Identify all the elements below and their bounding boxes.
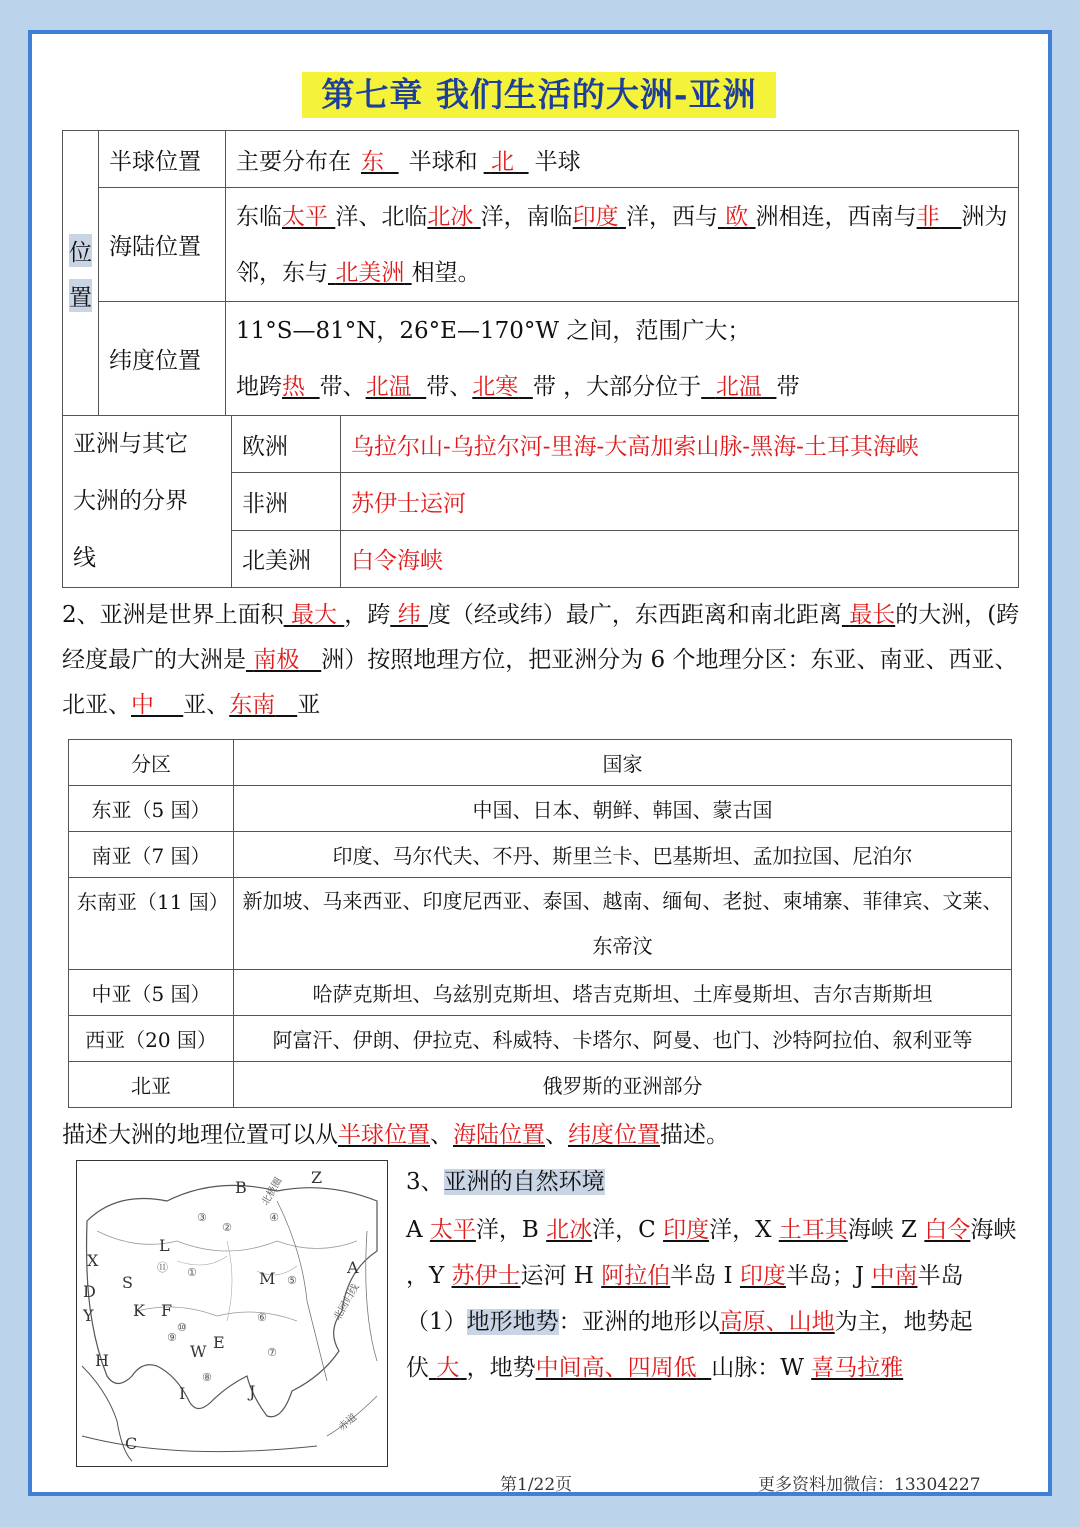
question-3-block (406, 1159, 1022, 1391)
map-label: S (122, 1273, 133, 1292)
position-side-cell (63, 131, 99, 416)
question-3-body: A 太平洋，B 北冰洋，C 印度洋，X 土耳其海峡 Z 白令海峡 ，Y 苏伊士运河 H 阿拉伯半岛 I 印度半岛；J 中南半岛 (406, 1217, 1017, 1289)
terrain-paragraph: （1）地形地势：亚洲的地形以高原、山地为主，地势起伏 大 ，地势中间高、四周低 山脉：W 喜马拉雅 (406, 1309, 973, 1381)
map-line-label: 北回归线 (332, 1282, 362, 1323)
hemisphere-content: 主要分布在 东 半球和 北 半球 (226, 131, 1019, 188)
australia-outline (82, 1436, 317, 1452)
mountain-line (227, 1241, 232, 1321)
map-label: D (83, 1282, 96, 1301)
boundary-line: 白令海峡 (341, 530, 1019, 587)
map-label: E (213, 1333, 225, 1352)
table-row: 北亚 俄罗斯的亚洲部分 (69, 1062, 1012, 1108)
map-label: L (159, 1236, 170, 1255)
map-line-label: 赤道 (336, 1412, 360, 1434)
latitude-content: 11°S—81°N，26°E—170°W 之间，范围广大； 地跨热 带、北温 带、北寒 带 ，大部分位于 北温 带 (226, 302, 1019, 416)
table-row: 西亚（20 国） 阿富汗、伊朗、伊拉克、科威特、卡塔尔、阿曼、也门、沙特阿拉伯、叙利亚等 (69, 1016, 1012, 1062)
boundary-continent: 北美洲 (232, 530, 341, 587)
side-label: 位 (69, 234, 92, 267)
table-row: 东南亚（11 国） 新加坡、马来西亚、印度尼西亚、泰国、越南、缅甸、老挝、柬埔寨、菲律宾、文莱、东帝汶 (69, 878, 1012, 970)
map-label: J (249, 1382, 256, 1401)
map-number: ⑪ (157, 1261, 168, 1274)
question-2-paragraph: 2、亚洲是世界上面积 最大 ，跨 纬 度（经或纬）最广，东西距离和南北距离 最长的大洲，(跨经度最广的大洲是 南极 洲）按照地理方位，把亚洲分为 6 个地理分区：东亚、南亚、西亚、北亚、中 亚、东南 亚 (62, 602, 1020, 718)
regions-header-countries: 国家 (234, 740, 1012, 786)
map-number: ① (187, 1266, 197, 1279)
map-number: ⑧ (202, 1371, 212, 1384)
table-row: 东亚（5 国） 中国、日本、朝鲜、韩国、蒙古国 (69, 786, 1012, 832)
map-label: M (259, 1269, 276, 1288)
table-row: 南亚（7 国） 印度、马尔代夫、不丹、斯里兰卡、巴基斯坦、孟加拉国、尼泊尔 (69, 832, 1012, 878)
map-label: A (347, 1258, 359, 1277)
table-row: 中亚（5 国） 哈萨克斯坦、乌兹别克斯坦、塔吉克斯坦、土库曼斯坦、吉尔吉斯斯坦 (69, 970, 1012, 1016)
describe-line: 描述大洲的地理位置可以从半球位置、海陆位置、纬度位置描述。 (62, 1122, 729, 1148)
boundary-table (62, 415, 1019, 588)
longitude-line (277, 1201, 327, 1381)
boundary-line: 乌拉尔山-乌拉尔河-里海-大高加索山脉-黑海-土耳其海峡 (341, 416, 1019, 473)
asia-map (76, 1160, 388, 1467)
map-label: I (179, 1384, 186, 1403)
map-number: ⑨ (167, 1331, 177, 1344)
map-number: ③ (197, 1211, 207, 1224)
map-number: ④ (269, 1211, 279, 1224)
map-number: ⑤ (287, 1274, 297, 1287)
map-line-label: 北极圈 (260, 1176, 285, 1208)
map-label: H (95, 1351, 109, 1370)
page-title: 第七章 我们生活的大洲-亚洲 (302, 72, 776, 118)
mountain-line (177, 1256, 227, 1265)
page-number: 第1/22页 (500, 1475, 573, 1495)
boundary-continent: 欧洲 (232, 416, 341, 473)
map-label: C (125, 1434, 138, 1453)
side-label: 置 (69, 279, 92, 312)
sea-land-content: 东临太平 洋、北临北冰 洋，南临印度 洋，西与 欧 洲相连，西南与非 洲为邻，东与 北美洲 相望。 (226, 188, 1019, 302)
regions-header-region: 分区 (69, 740, 234, 786)
hemisphere-label: 半球位置 (99, 131, 226, 188)
map-label: Z (311, 1168, 323, 1187)
map-label: X (87, 1251, 99, 1270)
map-number: ⑩ (177, 1321, 187, 1334)
map-label: K (133, 1301, 145, 1320)
boundary-continent: 非洲 (232, 473, 341, 530)
position-table (62, 130, 1019, 416)
map-label: F (161, 1301, 173, 1320)
regions-table (68, 739, 1012, 1108)
map-label: W (190, 1342, 207, 1361)
boundary-side-label: 亚洲与其它 大洲的分界 线 (63, 416, 232, 588)
latitude-label: 纬度位置 (99, 302, 226, 416)
boundary-line: 苏伊士运河 (341, 473, 1019, 530)
contact-info: 更多资料加微信：13304227 (758, 1475, 981, 1495)
map-number: ⑥ (257, 1311, 267, 1324)
map-number: ⑦ (267, 1346, 277, 1359)
map-number: ② (222, 1221, 232, 1234)
map-label: B (235, 1178, 247, 1197)
tropic-line (366, 1231, 377, 1361)
question-3-heading: 3、亚洲的自然环境 (406, 1169, 605, 1195)
asia-map-svg (77, 1161, 387, 1466)
sea-land-label: 海陆位置 (99, 188, 226, 302)
map-label: Y (83, 1306, 94, 1325)
